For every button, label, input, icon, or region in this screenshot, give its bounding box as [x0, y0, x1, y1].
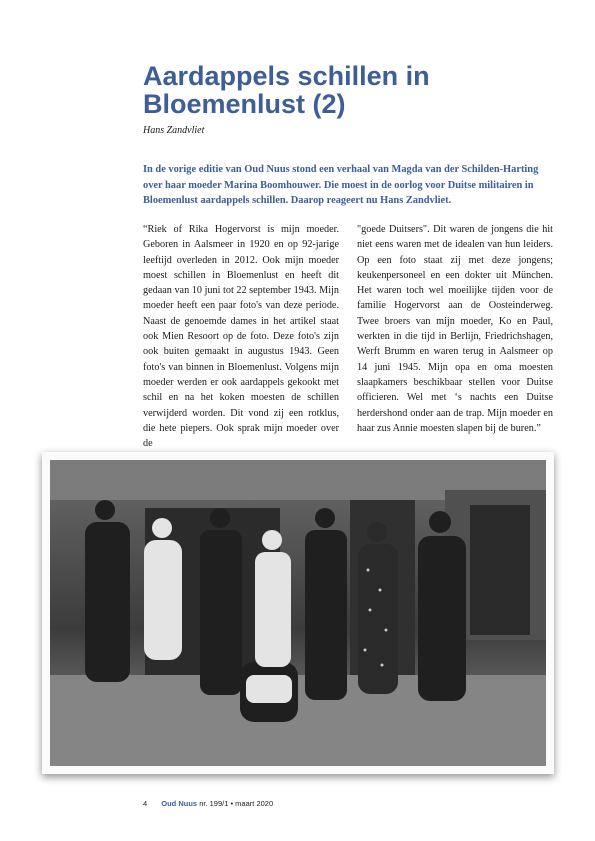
article-title: Aardappels schillen in Bloemenlust (2)	[143, 61, 430, 119]
article-body-right: "goede Duitsers". Dit waren de jongens die hit niet eens waren met de idealen van hun leiders. Op een foto staat zij met deze jongens; keukenpersoneel en een dokter uit München. Het waren toch wel moeilijke tijden voor de familie Hogervorst aan de Oosteinderweg. Twee broers van mijn moeder, Ko en Paul, werkten in die tijd in Berlijn, Friedrichshagen, Werft Brumm en waren terug in Aalsmeer op 14 juni 1945. Mijn opa en oma moesten slaapkamers beschikbaar stellen voor Duitse officieren. Wel met ‘s nachts een Duitse herdershond onder aan de trap. Mijn moeder en haar zus Annie moesten slapen bij de buren.”	[357, 224, 553, 434]
group-photo	[50, 460, 546, 766]
page-footer	[143, 799, 273, 808]
issue-info: nr. 199/1 • maart 2020	[199, 799, 274, 808]
article-intro: In de vorige editie van Oud Nuus stond een verhaal van Magda van der Schilden-Harting over haar moeder Marina Boomhouwer. Die moest in de oorlog voor Duitse militairen in Bloemenlust aardappels schillen. Daarop reageert nu Hans Zandvliet.	[143, 164, 539, 206]
page-number: 4	[143, 799, 148, 808]
article-body-left: “Riek of Rika Hogervorst is mijn moeder. Geboren in Aalsmeer in 1920 en op 92-jarige leeftijd overleden in 2012. Ook mijn moeder moest schillen in Bloemenlust en heeft dit gedaan van 10 juni tot 22 september 1943. Mijn moeder heeft een paar foto's van deze periode. Naast de genoemde dames in het artikel staat ook Mien Resoort op de foto. Deze foto's zijn ook buiten gemaakt in augustus 1943. Geen foto's van binnen in Bloemenlust. Volgens mijn moeder werden er ook aardappels gekookt met schil en na het koken moesten de schillen verwijderd worden. Dit vond zij een rotklus, die hete piepers. Ook sprak mijn moeder over de	[143, 224, 339, 450]
group-photo-frame	[42, 452, 554, 774]
magazine-name: Oud Nuus	[161, 799, 198, 808]
article-author: Hans Zandvliet	[143, 125, 205, 136]
